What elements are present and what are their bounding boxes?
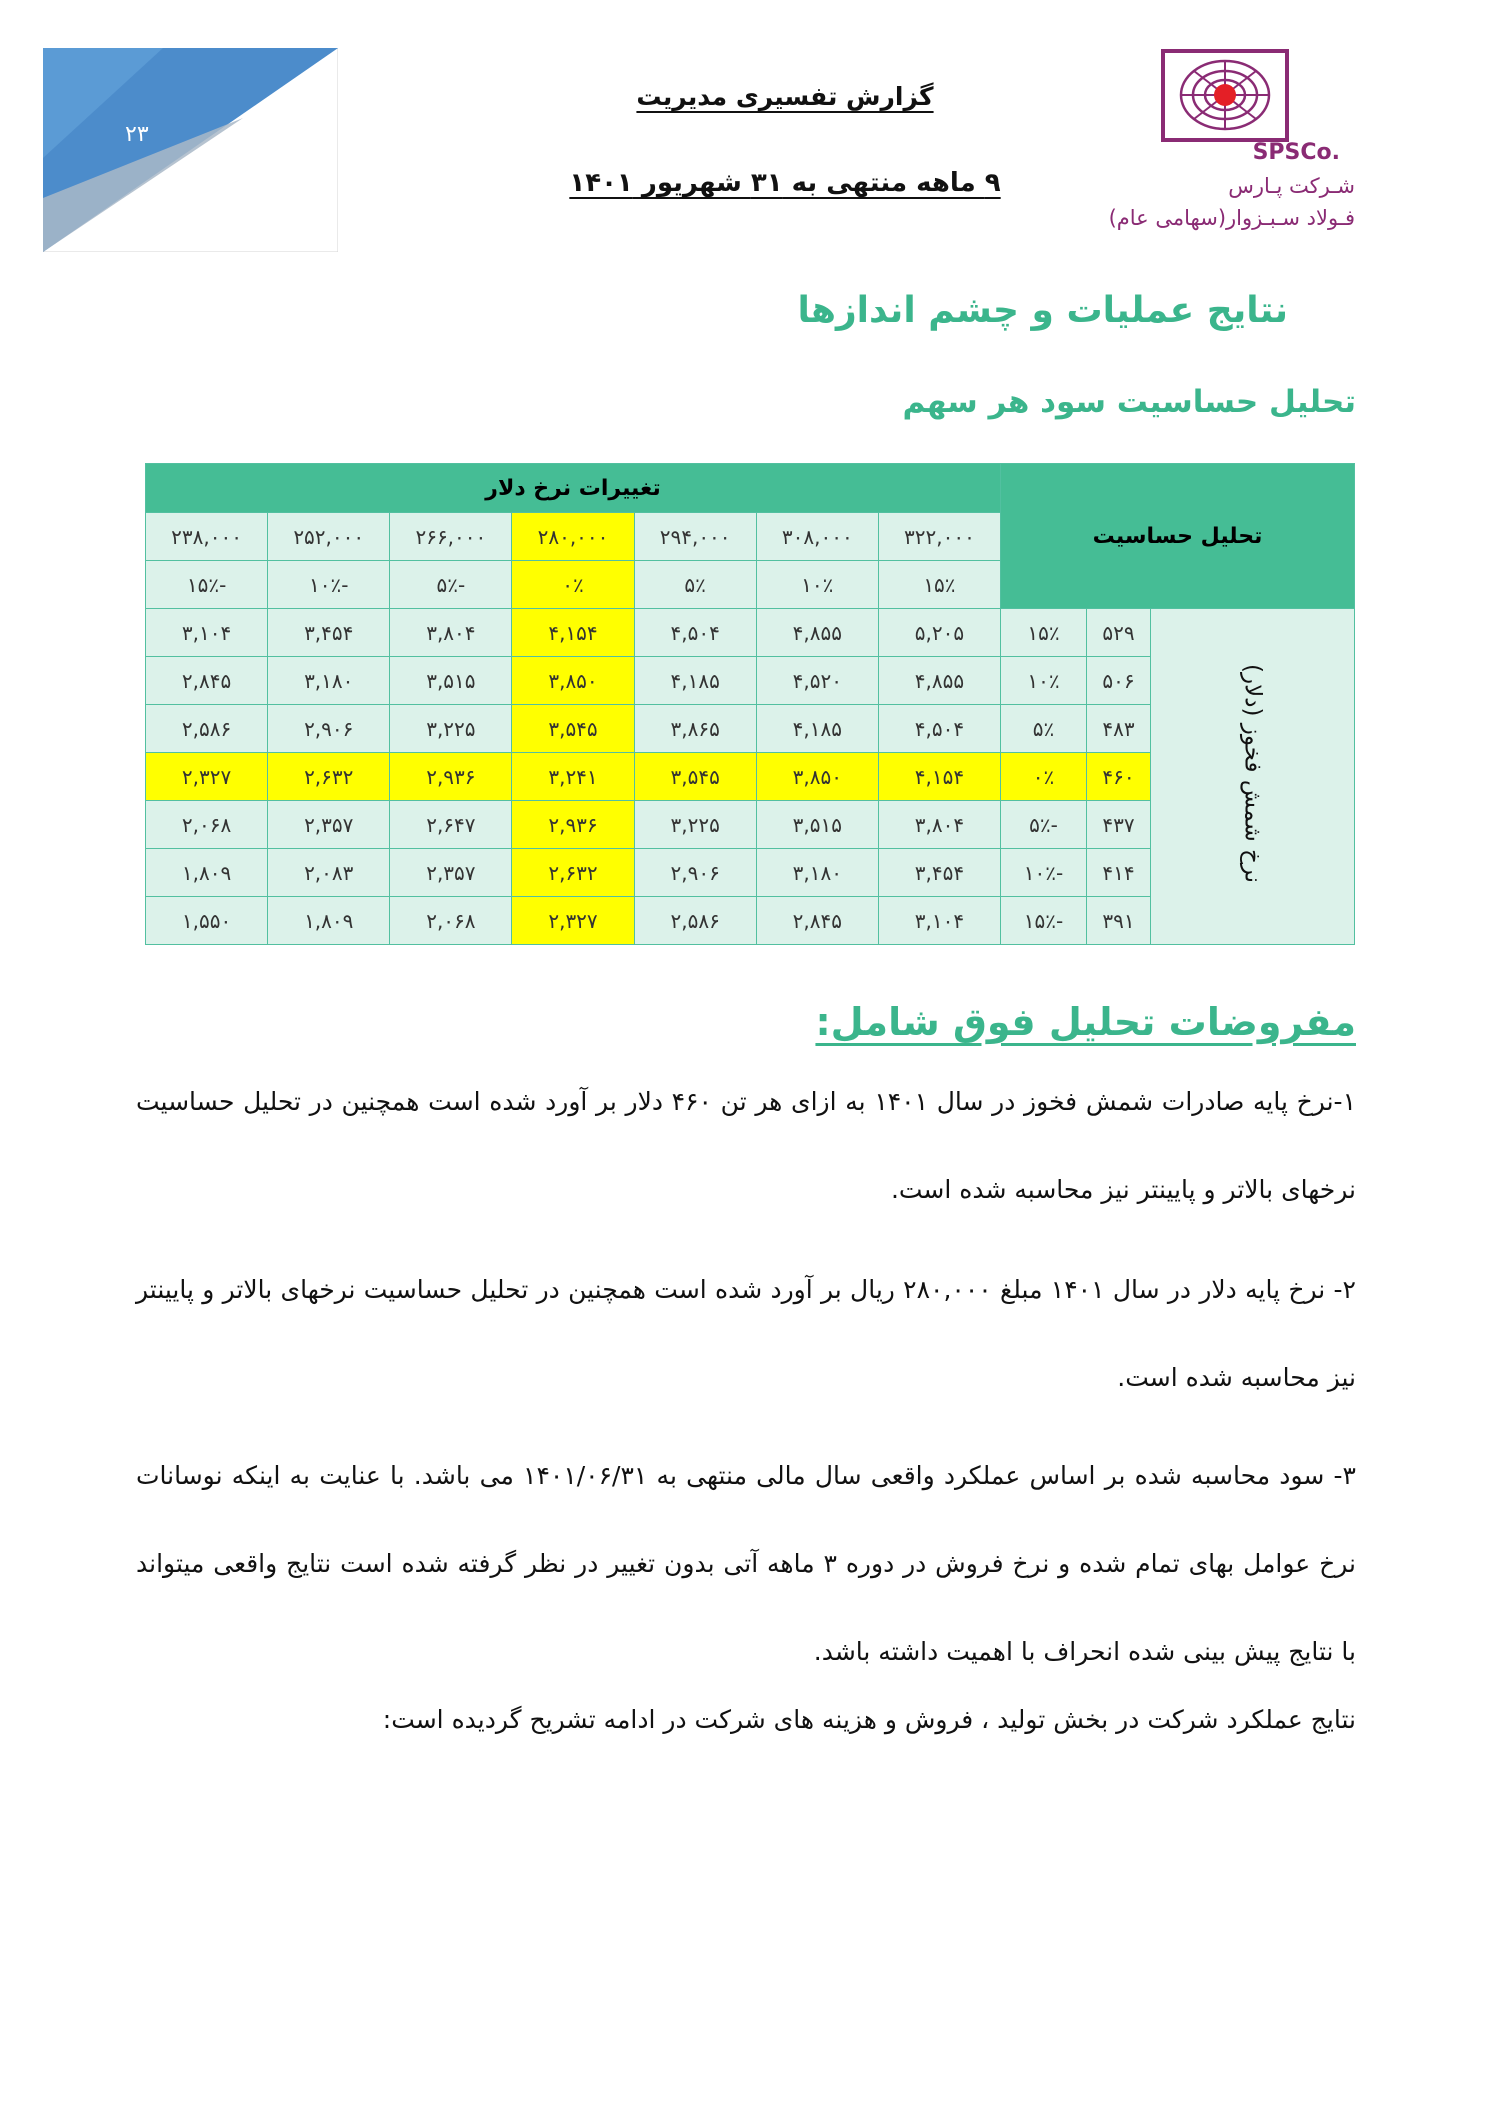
eps-value-cell: ۳,۸۰۴ [390,609,512,657]
dollar-pct-cell: ۱۵٪ [878,561,1000,609]
report-title: گزارش تفسیری مدیریت [636,82,934,111]
eps-value-cell: ۲,۳۲۷ [146,753,268,801]
dollar-pct-cell: ۰٪ [512,561,634,609]
eps-value-cell: ۳,۲۲۵ [390,705,512,753]
eps-value-cell: ۲,۸۴۵ [146,657,268,705]
page-number-badge [43,48,338,252]
eps-value-cell: ۳,۱۰۴ [878,897,1000,945]
eps-value-cell: ۲,۹۰۶ [634,849,756,897]
company-logo [1085,48,1380,248]
bullion-pct-cell: -۱۰٪ [1001,849,1087,897]
eps-value-cell: ۳,۴۵۴ [878,849,1000,897]
eps-value-cell: ۲,۳۵۷ [390,849,512,897]
eps-value-cell: ۳,۸۵۰ [756,753,878,801]
bullion-pct-cell: ۰٪ [1001,753,1087,801]
badge-background [43,48,338,252]
eps-value-cell: ۴,۱۵۴ [512,609,634,657]
closing-paragraph: نتایج عملکرد شرکت در بخش تولید ، فروش و هزینه های شرکت در ادامه تشریح گردیده است: [382,1705,1356,1734]
eps-value-cell: ۳,۱۰۴ [146,609,268,657]
eps-value-cell: ۳,۵۴۵ [512,705,634,753]
eps-value-cell: ۲,۶۴۷ [390,801,512,849]
eps-value-cell: ۱,۸۰۹ [268,897,390,945]
eps-value-cell: ۳,۵۱۵ [390,657,512,705]
dollar-pct-cell: -۵٪ [390,561,512,609]
eps-value-cell: ۲,۵۸۶ [146,705,268,753]
dollar-rate-cell: ۲۳۸,۰۰۰ [146,513,268,561]
eps-value-cell: ۲,۹۰۶ [268,705,390,753]
eps-value-cell: ۱,۸۰۹ [146,849,268,897]
dollar-rate-cell: ۲۶۶,۰۰۰ [390,513,512,561]
dollar-rate-cell: ۳۲۲,۰۰۰ [878,513,1000,561]
bullion-price-cell: ۳۹۱ [1087,897,1151,945]
eps-value-cell: ۲,۵۸۶ [634,897,756,945]
eps-value-cell: ۴,۸۵۵ [878,657,1000,705]
eps-value-cell: ۴,۱۸۵ [634,657,756,705]
eps-value-cell: ۳,۱۸۰ [756,849,878,897]
dollar-pct-cell: ۱۰٪ [756,561,878,609]
dollar-rate-cell: ۲۸۰,۰۰۰ [512,513,634,561]
logo-company-line2: فـولاد سـبـزوار(سهامی عام) [1108,206,1355,230]
eps-value-cell: ۲,۳۲۷ [512,897,634,945]
eps-value-cell: ۲,۰۶۸ [146,801,268,849]
heading-sensitivity: تحلیل حساسیت سود هر سهم [902,384,1356,420]
assumption-paragraph-3: ۳- سود محاسبه شده بر اساس عملکرد واقعی سال مالی منتهی به ۱۴۰۱/۰۶/۳۱ می باشد. با عنایت به اینکه نوسانات نرخ عوامل بهای تمام شده و نرخ فروش در دوره ۳ ماهه آتی بدون تغییر در نظر گرفته شده است نتایج واقعی میتواند با نتایج پیش بینی شده انحراف با اهمیت داشته باشد. [136,1461,1356,1666]
heading-results: نتایج عملیات و چشم اندازها [797,290,1288,331]
eps-value-cell: ۳,۲۴۱ [512,753,634,801]
bullion-price-cell: ۵۰۶ [1087,657,1151,705]
dollar-pct-cell: -۱۰٪ [268,561,390,609]
logo-abbreviation: SPSCo. [1252,140,1340,165]
logo-company-line1: شـرکت پـارس [1228,174,1355,198]
eps-value-cell: ۴,۵۰۴ [878,705,1000,753]
eps-value-cell: ۳,۴۵۴ [268,609,390,657]
eps-value-cell: ۳,۵۴۵ [634,753,756,801]
eps-value-cell: ۴,۵۰۴ [634,609,756,657]
bullion-price-cell: ۵۲۹ [1087,609,1151,657]
eps-value-cell: ۲,۸۴۵ [756,897,878,945]
bullion-pct-cell: ۱۵٪ [1001,609,1087,657]
eps-value-cell: ۳,۵۱۵ [756,801,878,849]
table-corner-label: تحلیل حساسیت [1001,464,1355,609]
eps-value-cell: ۴,۵۲۰ [756,657,878,705]
flower-emblem-icon [1160,48,1290,143]
eps-value-cell: ۳,۸۰۴ [878,801,1000,849]
eps-value-cell: ۲,۰۸۳ [268,849,390,897]
eps-value-cell: ۲,۶۳۲ [268,753,390,801]
eps-value-cell: ۳,۲۲۵ [634,801,756,849]
assumption-paragraph-2: ۲- نرخ پایه دلار در سال ۱۴۰۱ مبلغ ۲۸۰,۰۰۰ ریال بر آورد شده است همچنین در تحلیل حساسیت نرخهای بالاتر و پایینتر نیز محاسبه شده است. [136,1275,1356,1392]
bullion-rate-side-text: نرخ شمش فخوز (دلار) [1239,664,1266,884]
eps-value-cell: ۳,۸۵۰ [512,657,634,705]
bullion-pct-cell: -۱۵٪ [1001,897,1087,945]
sensitivity-row [146,609,1355,657]
dollar-pct-cell: -۱۵٪ [146,561,268,609]
bullion-pct-cell: ۱۰٪ [1001,657,1087,705]
bullion-pct-cell: ۵٪ [1001,705,1087,753]
heading-assumptions: مفروضات تحلیل فوق شامل: [815,1000,1356,1044]
eps-value-cell: ۵,۲۰۵ [878,609,1000,657]
assumption-paragraph-1: ۱-نرخ پایه صادرات شمش فخوز در سال ۱۴۰۱ به ازای هر تن ۴۶۰ دلار بر آورد شده است همچنین در تحلیل حساسیت نرخهای بالاتر و پایینتر نیز محاسبه شده است. [136,1087,1356,1204]
bullion-price-cell: ۴۶۰ [1087,753,1151,801]
eps-value-cell: ۴,۸۵۵ [756,609,878,657]
eps-value-cell: ۲,۳۵۷ [268,801,390,849]
dollar-rate-cell: ۲۵۲,۰۰۰ [268,513,390,561]
eps-value-cell: ۴,۱۵۴ [878,753,1000,801]
bullion-price-cell: ۴۳۷ [1087,801,1151,849]
eps-value-cell: ۲,۶۳۲ [512,849,634,897]
bullion-rate-side-label [1151,609,1355,945]
report-period: ۹ ماهه منتهی به ۳۱ شهریور ۱۴۰۱ [569,168,1001,198]
eps-value-cell: ۴,۱۸۵ [756,705,878,753]
dollar-rate-cell: ۲۹۴,۰۰۰ [634,513,756,561]
eps-value-cell: ۲,۹۳۶ [512,801,634,849]
sensitivity-table [145,463,1355,945]
bullion-price-cell: ۴۸۳ [1087,705,1151,753]
eps-value-cell: ۲,۹۳۶ [390,753,512,801]
eps-value-cell: ۲,۰۶۸ [390,897,512,945]
eps-value-cell: ۳,۸۶۵ [634,705,756,753]
bullion-price-cell: ۴۱۴ [1087,849,1151,897]
dollar-pct-cell: ۵٪ [634,561,756,609]
bullion-pct-cell: -۵٪ [1001,801,1087,849]
page-number: ۲۳ [125,122,149,147]
eps-value-cell: ۳,۱۸۰ [268,657,390,705]
dollar-rate-cell: ۳۰۸,۰۰۰ [756,513,878,561]
eps-value-cell: ۱,۵۵۰ [146,897,268,945]
dollar-change-header: تغییرات نرخ دلار [146,464,1001,513]
